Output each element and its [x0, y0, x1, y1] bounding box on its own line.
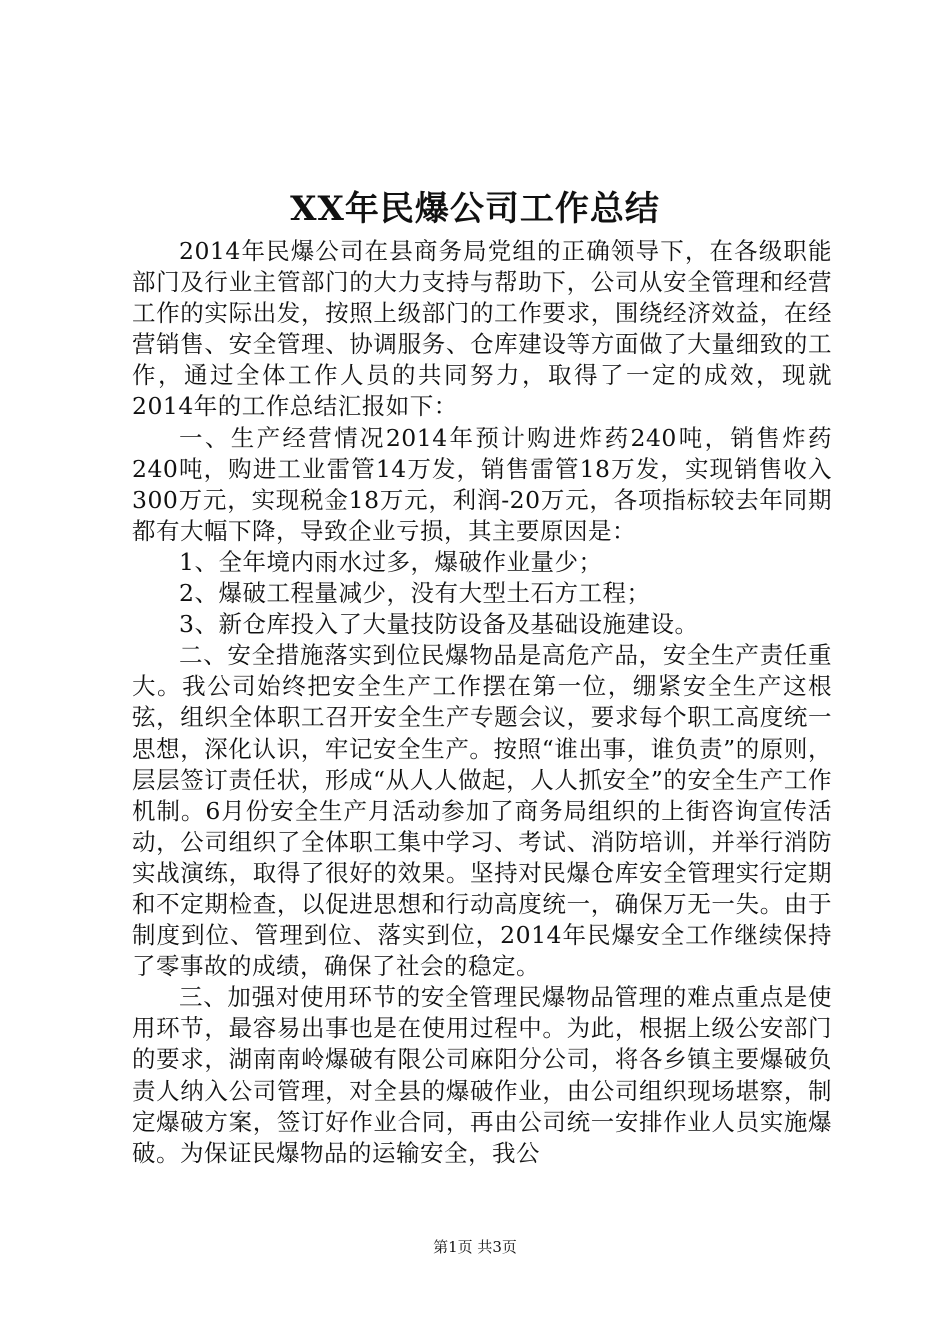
page-title: XX年民爆公司工作总结 — [290, 189, 660, 229]
page-number-footer: 第1页 共3页 — [433, 1238, 517, 1256]
paragraph-section-3: 三、加强对使用环节的安全管理民爆物品管理的难点重点是使用环节，最容易出事也是在使用过程中。为此，根据上级公安部门的要求，湖南南岭爆破有限公司麻阳分公司，将各乡镇主要爆破负责人纳入公司管理，对全县的爆破作业，由公司组织现场堪察，制定爆破方案，签订好作业合同，再由公司统一安排作业人员实施爆破。为保证民爆物品的运输安全，我公 — [132, 983, 832, 1167]
list-item-reason-3: 3、新仓库投入了大量技防设备及基础设施建设。 — [179, 610, 699, 639]
document-body — [132, 236, 832, 1169]
paragraph-section-2: 二、安全措施落实到位民爆物品是高危产品，安全生产责任重大。我公司始终把安全生产工作摆在第一位，绷紧安全生产这根弦，组织全体职工召开安全生产专题会议，要求每个职工高度统一思想，深化认识，牢记安全生产。按照“谁出事，谁负责”的原则，层层签订责任状，形成“从人人做起，人人抓安全”的安全生产工作机制。6月份安全生产月活动参加了商务局组织的上街咨询宣传活动，公司组织了全体职工集中学习、考试、消防培训，并举行消防实战演练，取得了很好的效果。坚持对民爆仓库安全管理实行定期和不定期检查，以促进思想和行动高度统一，确保万无一失。由于制度到位、管理到位、落实到位，2014年民爆安全工作继续保持了零事故的成绩，确保了社会的稳定。 — [132, 641, 832, 981]
list-item-reason-1: 1、全年境内雨水过多，爆破作业量少； — [179, 547, 603, 576]
paragraph-intro: 2014年民爆公司在县商务局党组的正确领导下，在各级职能部门及行业主管部门的大力支持与帮助下，公司从安全管理和经营工作的实际出发，按照上级部门的工作要求，围绕经济效益，在经营销售、安全管理、协调服务、仓库建设等方面做了大量细致的工作，通过全体工作人员的共同努力，取得了一定的成效，现就2014年的工作总结汇报如下： — [132, 237, 832, 421]
list-item-reason-2: 2、爆破工程量减少，没有大型土石方工程； — [179, 579, 651, 608]
paragraph-section-1: 一、生产经营情况2014年预计购进炸药240吨，销售炸药240吨，购进工业雷管14万发，销售雷管18万发，实现销售收入300万元，实现税金18万元，利润-20万元，各项指标较去年同期都有大幅下降，导致企业亏损，其主要原因是： — [132, 423, 832, 545]
